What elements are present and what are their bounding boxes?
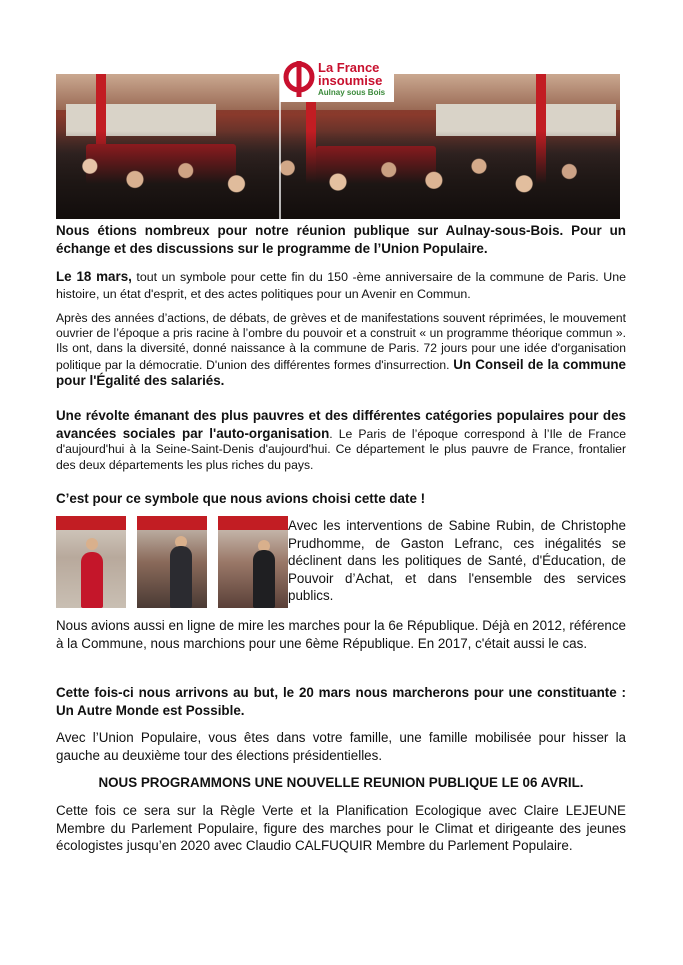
next-meeting-heading: NOUS PROGRAMMONS UNE NOUVELLE REUNION PUBLIQUE LE 06 AVRIL. [98, 775, 584, 790]
march-paragraph: Cette fois-ci nous arrivons au but, le 20 mars nous marcherons pour une constituante : Un Autre Monde est Possible. [56, 685, 626, 718]
history-bold: Un Conseil de la commune pour l'Égalité des salariés. [56, 356, 626, 388]
symbol-heading: C’est pour ce symbole que nous avions choisi cette date ! [56, 491, 426, 506]
logo-line-3: Aulnay sous Bois [318, 88, 386, 97]
speaker-photo-2 [137, 516, 207, 608]
republic-paragraph: Nous avions aussi en ligne de mire les marches pour la 6e République. Déjà en 2012, référence à la Commune, nous marchions pour une 6ème République. En 2017, c'était aussi le cas. [56, 618, 626, 651]
revolt-bold: Une révolte émanant des plus pauvres et des différentes catégories populaires pour des avancées sociales par l'auto-organisation [56, 408, 626, 441]
revolt-paragraph [56, 407, 626, 473]
history-paragraph [56, 311, 626, 389]
logo-line-1: La France [318, 60, 380, 75]
interventions-paragraph: Avec les interventions de Sabine Rubin, de Christophe Prudhomme, de Gaston Lefranc, ces inégalités se déclinent dans les politiques de Santé, d'Éducation, de Pouvoir d’Achat, et dans l'ensemble des services publics. [288, 518, 626, 603]
logo-line-2: insoumise [318, 73, 383, 88]
photo-crowd [56, 131, 620, 219]
speaker-photo-3 [218, 516, 288, 608]
family-paragraph: Avec l’Union Populaire, vous êtes dans votre famille, une famille mobilisée pour hisser la gauche au deuxième tour des élections présidentielles. [56, 730, 626, 763]
intro-paragraph: Nous étions nombreux pour notre réunion publique sur Aulnay-sous-Bois. Pour un échange et des discussions sur le programme de l’Union Populaire. [56, 223, 626, 256]
phi-logo-icon [280, 57, 318, 101]
speaker-photo-1 [56, 516, 126, 608]
date-lead: Le 18 mars, [56, 269, 132, 284]
lfi-logo [280, 56, 394, 102]
date-text: tout un symbole pour cette fin du 150 -ème anniversaire de la commune de Paris. Une histoire, un état d'esprit, et des actes politiques pour un Avenir en Commun. [56, 270, 626, 301]
date-paragraph [56, 268, 626, 303]
history-text: Après des années d’actions, de débats, de grèves et de manifestations souvent réprimées, le mouvement ouvrier de l’époque a pris racine à l’ombre du pouvoir et a construit « un programme théorique commun ». Ils ont, dans la diversité, donné naissance à la commune de Paris. 72 jours pour une idée d'organisation politique par la démocratie. D'union des différentes formes d'insurrection. [56, 311, 626, 372]
ecology-paragraph: Cette fois ce sera sur la Règle Verte et la Planification Ecologique avec Claire LEJEUNE Membre du Parlement Populaire, figure des marches pour le Climat et dirigeante des jeunes écologistes jusqu’en 2020 avec Claudio CALFUQUIR Membre du Parlement Populaire. [56, 803, 626, 853]
revolt-text: . Le Paris de l’époque correspond à l’Ile de France d'aujourd'hui à la Seine-Saint-Denis d'aujourd'hui. Ce département le plus pauvre de France, frontalier des deux départements les plus riches du pays. [56, 426, 626, 472]
